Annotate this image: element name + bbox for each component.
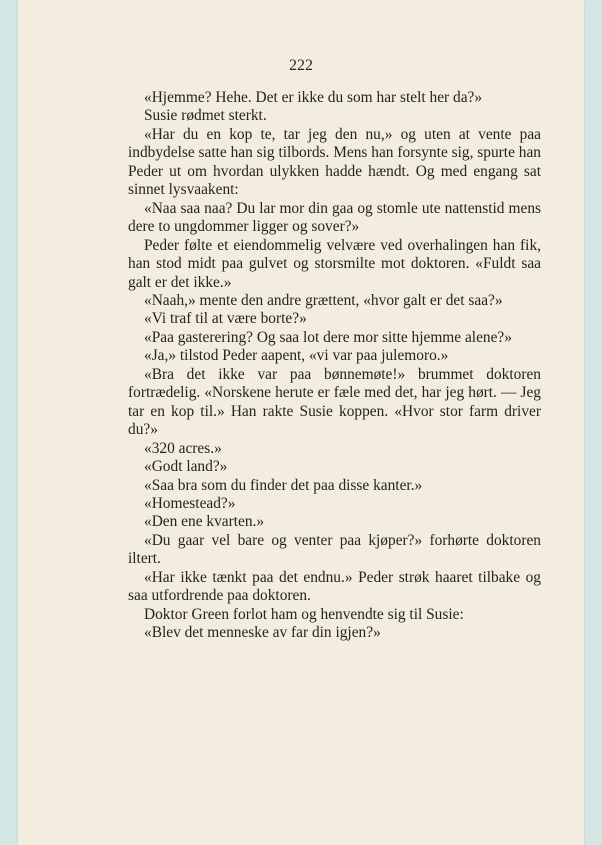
- paragraph: «Har du en kop te, tar jeg den nu,» og uten at vente paa indbydelse satte han sig tilbords. Mens han forsynte sig, spurte han Peder ut om hvordan ulykken hadde hændt. Og med engang sat sinnet lysvaakent:: [128, 125, 541, 199]
- paragraph: Peder følte et eiendommelig velvære ved overhalingen han fik, han stod midt paa gulvet og storsmilte mot doktoren. «Fuldt saa galt er det ikke.»: [128, 236, 541, 291]
- paragraph: «Har ikke tænkt paa det endnu.» Peder strøk haaret tilbake og saa utfordrende paa doktoren.: [128, 568, 541, 605]
- paragraph: «Hjemme? Hehe. Det er ikke du som har stelt her da?»: [144, 89, 483, 106]
- body-text: [128, 89, 541, 643]
- paragraph: «Paa gasterering? Og saa lot dere mor sitte hjemme alene?»: [144, 328, 512, 346]
- paragraph: «Du gaar vel bare og venter paa kjøper?» forhørte doktoren iltert.: [128, 531, 541, 568]
- paragraph: «Homestead?»: [144, 494, 236, 512]
- paragraph: «Godt land?»: [144, 458, 228, 476]
- paragraph: «Saa bra som du finder det paa disse kanter.»: [144, 476, 423, 494]
- page-number: 222: [289, 57, 313, 74]
- paragraph: «Naah,» mente den andre grættent, «hvor galt er det saa?»: [144, 291, 503, 309]
- paragraph: «Ja,» tilstod Peder aapent, «vi var paa julemoro.»: [144, 347, 449, 365]
- paragraph: «Bra det ikke var paa bønnemøte!» brummet doktoren fortrædelig. «Norskene herute er fæle med det, har jeg hørt. — Jeg tar en kop til.» Han rakte Susie koppen. «Hvor stor farm driver du?»: [128, 365, 541, 439]
- paragraph: «Naa saa naa? Du lar mor din gaa og stomle ute nattenstid mens dere to ungdommer ligger og sover?»: [128, 199, 541, 236]
- paragraph: «Vi traf til at være borte?»: [144, 310, 307, 328]
- paragraph: «Blev det menneske av far din igjen?»: [144, 624, 381, 642]
- paragraph: «320 acres.»: [144, 439, 222, 457]
- paragraph: «Den ene kvarten.»: [144, 513, 265, 531]
- paragraph: Doktor Green forlot ham og henvendte sig til Susie:: [144, 605, 464, 623]
- paragraph: Susie rødmet sterkt.: [144, 107, 267, 125]
- book-page: [18, 0, 584, 845]
